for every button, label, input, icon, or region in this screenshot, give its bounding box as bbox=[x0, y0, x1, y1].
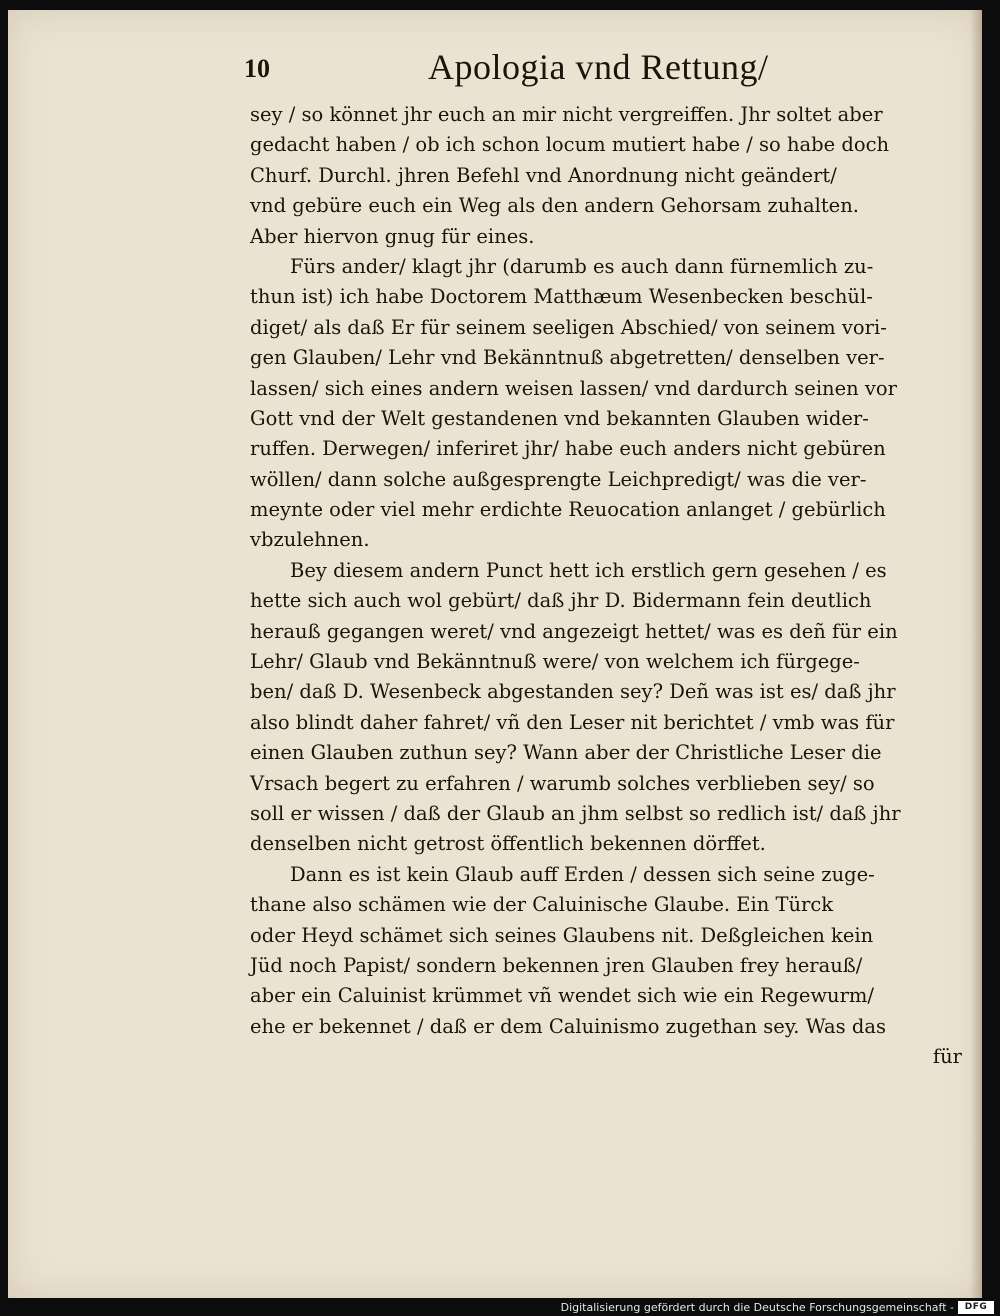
text-line: Vrsach begert zu erfahren / warumb solches verblieben sey/ so bbox=[250, 771, 875, 795]
text-line: Gott vnd der Welt gestandenen vnd bekannten Glauben wider- bbox=[250, 406, 869, 430]
text-line: vbzulehnen. bbox=[250, 528, 370, 552]
text-line: thane also schämen wie der Caluinische Glaube. Ein Türck bbox=[250, 893, 834, 917]
book-page bbox=[8, 10, 982, 1298]
text-line: aber ein Caluinist krümmet vñ wendet sich wie ein Regewurm/ bbox=[250, 984, 874, 1008]
text-line: hette sich auch wol gebürt/ daß jhr D. Bidermann fein deutlich bbox=[250, 589, 872, 613]
text-line: gen Glauben/ Lehr vnd Bekänntnuß abgetretten/ denselben ver- bbox=[250, 346, 885, 370]
page-edge-shadow bbox=[970, 10, 982, 1298]
text-line: lassen/ sich eines andern weisen lassen/ vnd dardurch seinen vor bbox=[250, 376, 897, 400]
text-line: vnd gebüre euch ein Weg als den andern Gehorsam zuhalten. bbox=[250, 194, 859, 218]
text-line: gedacht haben / ob ich schon locum mutiert habe / so habe doch bbox=[250, 133, 890, 157]
text-line: meynte oder viel mehr erdichte Reuocation anlanget / gebürlich bbox=[250, 498, 886, 522]
catchword: für bbox=[932, 1045, 962, 1069]
text-line: Bey diesem andern Punct hett ich erstlich gern gesehen / es bbox=[290, 558, 887, 582]
text-line: herauß gegangen weret/ vnd angezeigt hettet/ was es deñ für ein bbox=[250, 619, 898, 643]
text-line: sey / so könnet jhr euch an mir nicht vergreiffen. Jhr soltet aber bbox=[250, 103, 883, 126]
funding-credit: Digitalisierung gefördert durch die Deutsche Forschungsgemeinschaft - bbox=[560, 1301, 954, 1314]
text-line: Jüd noch Papist/ sondern bekennen jren Glauben frey herauß/ bbox=[250, 953, 863, 977]
text-line: denselben nicht getrost öffentlich bekennen dörffet. bbox=[250, 832, 766, 856]
text-line: Lehr/ Glaub vnd Bekänntnuß were/ von welchem ich fürgege- bbox=[250, 650, 860, 674]
text-line: Dann es ist kein Glaub auff Erden / dessen sich seine zuge- bbox=[290, 862, 875, 886]
running-title: Apologia vnd Rettung/ bbox=[428, 47, 769, 87]
page-number: 10 bbox=[244, 54, 270, 83]
text-line: Fürs ander/ klagt jhr (darumb es auch dann fürnemlich zu- bbox=[290, 254, 874, 278]
text-line: Aber hiervon gnug für eines. bbox=[250, 224, 535, 248]
text-line: ruffen. Derwegen/ inferiret jhr/ habe euch anders nicht gebüren bbox=[250, 437, 886, 461]
text-line: oder Heyd schämet sich seines Glaubens nit. Deßgleichen kein bbox=[250, 923, 874, 947]
text-line: Churf. Durchl. jhren Befehl vnd Anordnung nicht geändert/ bbox=[250, 163, 837, 187]
footer-bar bbox=[0, 1298, 1000, 1316]
body-text bbox=[250, 100, 970, 1073]
text-line: einen Glauben zuthun sey? Wann aber der Christliche Leser die bbox=[250, 741, 882, 765]
text-line: thun ist) ich habe Doctorem Matthæum Wesenbecken beschül- bbox=[250, 285, 873, 309]
text-line: wöllen/ dann solche außgesprengte Leichpredigt/ was die ver- bbox=[250, 467, 867, 491]
dfg-logo: DFG bbox=[958, 1301, 994, 1314]
text-line: also blindt daher fahret/ vñ den Leser nit berichtet / vmb was für bbox=[250, 710, 895, 734]
text-line: ehe er bekennet / daß er dem Caluinismo zugethan sey. Was das bbox=[250, 1014, 886, 1038]
text-line: ben/ daß D. Wesenbeck abgestanden sey? Deñ was ist es/ daß jhr bbox=[250, 680, 896, 704]
text-line: soll er wissen / daß der Glaub an jhm selbst so redlich ist/ daß jhr bbox=[250, 801, 901, 825]
running-head bbox=[240, 46, 800, 96]
text-line: diget/ als daß Er für seinem seeligen Abschied/ von seinem vori- bbox=[250, 315, 887, 339]
